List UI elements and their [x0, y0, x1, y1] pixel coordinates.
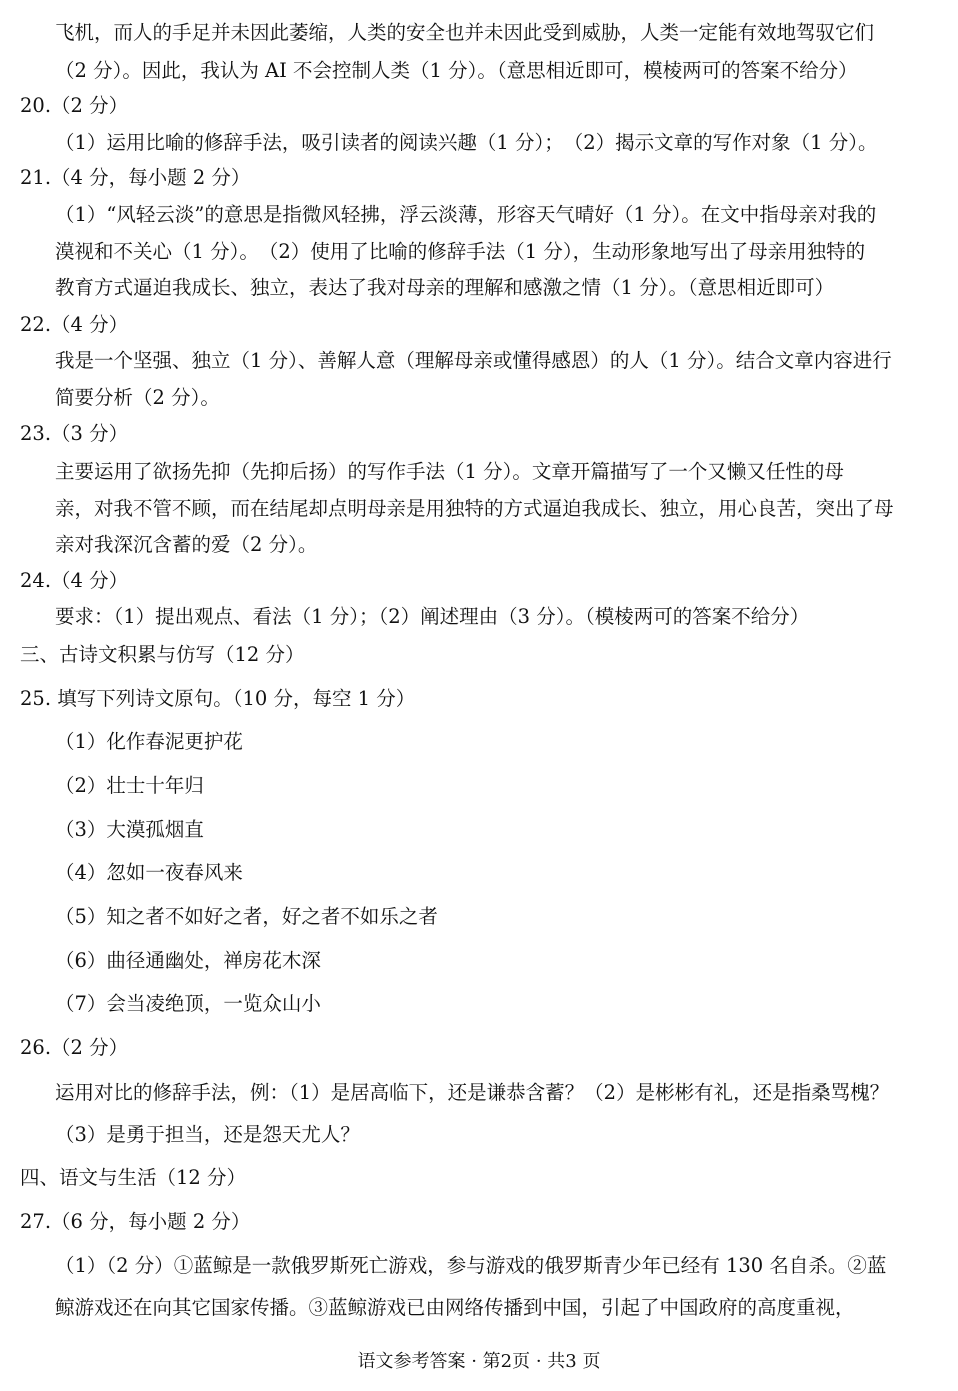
- answer-item: （2）壮士十年归: [55, 774, 204, 797]
- text-line: 要求：（1）提出观点、看法（1 分）；（2）阐述理由（3 分）。（模棱两可的答案不给分）: [55, 605, 810, 628]
- text-line: 亲对我深沉含蓄的爱（2 分）。: [55, 533, 318, 556]
- answer-item: （3）大漠孤烟直: [55, 818, 204, 841]
- answer-item: （4）忽如一夜春风来: [55, 861, 243, 884]
- answer-item: （6）曲径通幽处，禅房花木深: [55, 949, 321, 972]
- question-heading-23: 23.（3 分）: [20, 422, 129, 445]
- section-heading-3: 三、古诗文积累与仿写（12 分）: [20, 643, 305, 666]
- text-line: （3）是勇于担当，还是怨天尤人？: [55, 1123, 360, 1146]
- text-line: 飞机，而人的手足并未因此萎缩，人类的安全也并未因此受到威胁，人类一定能有效地驾驭它们: [55, 21, 875, 44]
- text-line: （2 分）。因此，我认为 AI 不会控制人类（1 分）。（意思相近即可，模棱两可的答案不给分）: [55, 59, 858, 82]
- text-line: 我是一个坚强、独立（1 分）、善解人意（理解母亲或懂得感恩）的人（1 分）。结合文章内容进行: [55, 349, 892, 372]
- text-line: 鲸游戏还在向其它国家传播。③蓝鲸游戏已由网络传播到中国，引起了中国政府的高度重视，: [55, 1296, 855, 1319]
- text-line: 漠视和不关心（1 分）。 （2）使用了比喻的修辞手法（1 分），生动形象地写出了母亲用独特的: [55, 240, 866, 263]
- text-line: （1）运用比喻的修辞手法，吸引读者的阅读兴趣（1 分）； （2）揭示文章的写作对象（1 分）。: [55, 131, 878, 154]
- question-heading-25: 25. 填写下列诗文原句。（10 分，每空 1 分）: [20, 687, 416, 710]
- text-line: 主要运用了欲扬先抑（先抑后扬）的写作手法（1 分）。文章开篇描写了一个又懒又任性的母: [55, 460, 844, 483]
- text-line: （1）（2 分）①蓝鲸是一款俄罗斯死亡游戏，参与游戏的俄罗斯青少年已经有 130 名自杀。②蓝: [55, 1254, 887, 1277]
- answer-item: （1）化作春泥更护花: [55, 730, 243, 753]
- text-line: 运用对比的修辞手法，例：（1）是居高临下，还是谦恭含蓄？（2）是彬彬有礼，还是指桑骂槐？: [55, 1081, 890, 1104]
- text-line: （1）“风轻云淡”的意思是指微风轻拂，浮云淡薄，形容天气晴好（1 分）。在文中指母亲对我的: [55, 203, 877, 226]
- section-heading-4: 四、语文与生活（12 分）: [20, 1166, 247, 1189]
- question-heading-21: 21.（4 分，每小题 2 分）: [20, 166, 251, 189]
- question-heading-20: 20.（2 分）: [20, 94, 129, 117]
- question-heading-27: 27.（6 分，每小题 2 分）: [20, 1210, 251, 1233]
- answer-item: （5）知之者不如好之者，好之者不如乐之者: [55, 905, 438, 928]
- text-line: 教育方式逼迫我成长、独立，表达了我对母亲的理解和感激之情（1 分）。（意思相近即可）: [55, 276, 835, 299]
- page-footer: 语文参考答案 · 第2页 · 共3 页: [357, 1351, 601, 1372]
- question-heading-22: 22.（4 分）: [20, 313, 129, 336]
- question-heading-26: 26.（2 分）: [20, 1036, 129, 1059]
- question-heading-24: 24.（4 分）: [20, 569, 129, 592]
- text-line: 亲，对我不管不顾，而在结尾却点明母亲是用独特的方式逼迫我成长、独立，用心良苦，突出了母: [55, 497, 894, 520]
- answer-item: （7）会当凌绝顶，一览众山小: [55, 992, 321, 1015]
- text-line: 简要分析（2 分）。: [55, 386, 220, 409]
